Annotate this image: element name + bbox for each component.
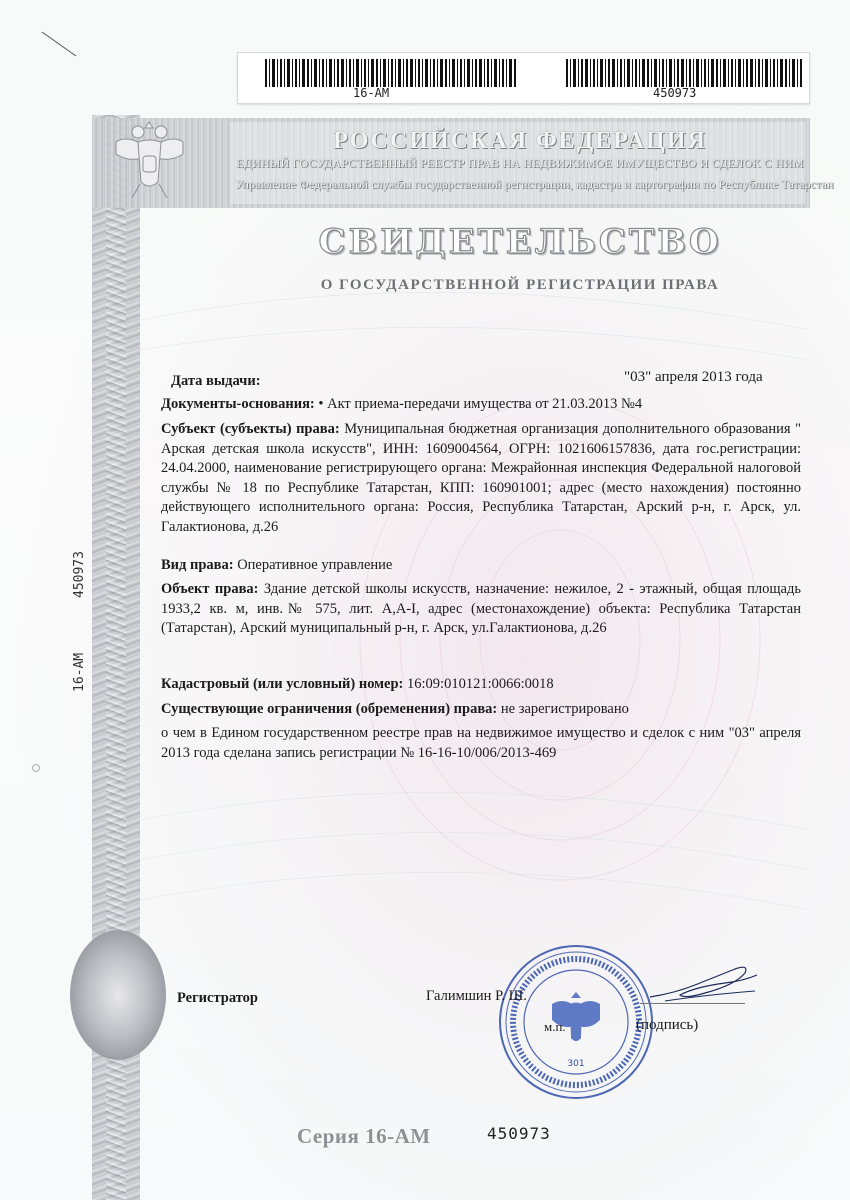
side-serial-number: 450973 [72, 551, 87, 598]
header-subtitle-registry: ЕДИНЫЙ ГОСУДАРСТВЕННЫЙ РЕЕСТР ПРАВ НА НЕДВИЖИМОЕ ИМУЩЕСТВО И СДЕЛОК С НИМ [236, 156, 804, 170]
signature-caption: (подпись) [636, 1017, 699, 1033]
handwritten-signature [645, 955, 765, 1015]
registrar-label: Регистратор [177, 990, 258, 1006]
header-title: РОССИЙСКАЯ ФЕДЕРАЦИЯ [333, 128, 707, 154]
corner-mark [40, 30, 80, 60]
right-object [161, 580, 801, 639]
cadastral-number [161, 675, 801, 695]
right-object-label: Объект права: [161, 581, 259, 597]
issue-date-label: Дата выдачи: [171, 373, 261, 389]
right-type [161, 556, 801, 576]
basis-documents [161, 395, 801, 415]
issue-date-value: "03" апреля 2013 года [624, 369, 763, 385]
certificate-subtitle: О ГОСУДАРСТВЕННОЙ РЕГИСТРАЦИИ ПРАВА [320, 277, 720, 293]
barcode-left-text: 16-AM [353, 86, 390, 100]
barcode-label [237, 52, 810, 104]
side-mark [32, 764, 40, 772]
right-holder [161, 420, 801, 537]
barcode-right [566, 59, 803, 87]
encumbrances-value: не зарегистрировано [497, 701, 629, 717]
right-holder-value: Муниципальная бюджетная организация дополнительного образования " Арская детская школа искусств", ИНН: 1609004564, ОГРН: 1021606157836, дата гос.регистрации: 24.04.2000, наименование регистрирующего органа: Межрайонная инспекция Федеральной налоговой службы № 18 по Республике Татарстан, КПП: 160901001; адрес (место нахождения) постоянно действующего исполнительного органа: Россия, Республика Татарстан, Арский р-н, г. Арск, ул. Галактионова, д.26 [161, 421, 801, 535]
stamp-place-label: м.п. [544, 1019, 566, 1034]
certificate-title: СВИДЕТЕЛЬСТВО [318, 222, 722, 262]
right-holder-label: Субъект (субъекты) права: [161, 421, 340, 437]
band-medallion [70, 930, 166, 1060]
registrar-name: Галимшин Р. Ш. [426, 988, 527, 1004]
side-series-code: 16-AM [72, 652, 87, 692]
official-stamp-icon [496, 942, 656, 1102]
basis-documents-value: • Акт приема-передачи имущества от 21.03.2013 №4 [314, 396, 643, 412]
stamp-number: 301 [567, 1059, 585, 1069]
barcode-right-text: 450973 [653, 86, 697, 100]
right-type-value: Оперативное управление [233, 557, 393, 573]
right-type-label: Вид права: [161, 557, 234, 573]
registration-record: о чем в Едином государственном реестре прав на недвижимое имущество и сделок с ним "03" апреля 2013 года сделана запись регистрации № 16-16-10/006/2013-469 [161, 725, 801, 761]
right-object-value: Здание детской школы искусств, назначение: нежилое, 2 - этажный, общая площадь 1933,2 кв. м, инв.№ 575, лит. А,А-I, адрес (местонахождение) объекта: Республика Татарстан (Татарстан), Арский муниципальный р-н, г. Арск, ул.Галактионова, д.26 [161, 581, 801, 636]
header-subtitle-authority: Управление Федеральной службы государственной регистрации, кадастра и картографии по Республике Татарстан [235, 177, 834, 191]
barcode-left [265, 59, 518, 87]
encumbrances [161, 700, 801, 720]
cadastral-number-label: Кадастровый (или условный) номер: [161, 676, 404, 692]
series-number: 450973 [487, 1124, 551, 1143]
basis-documents-label: Документы-основания: [161, 396, 315, 412]
double-headed-eagle-emblem-icon [102, 112, 197, 207]
cadastral-number-value: 16:09:010121:0066:0018 [403, 676, 554, 692]
series-footer: Серия 16-АМ [297, 1124, 431, 1148]
encumbrances-label: Существующие ограничения (обременения) права: [161, 701, 498, 717]
